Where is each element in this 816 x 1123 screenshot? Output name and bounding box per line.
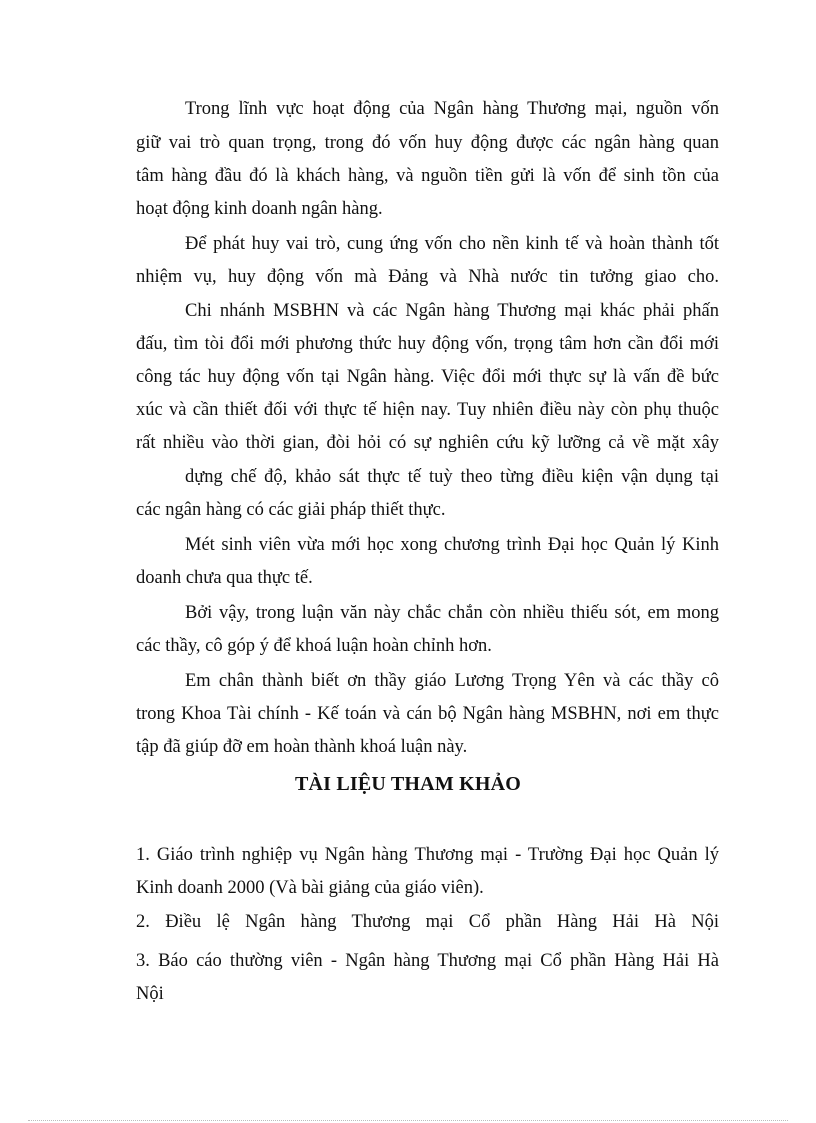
paragraph-3-line-7: các ngân hàng có các giải pháp thiết thực. bbox=[136, 500, 446, 520]
paragraph-1-line-1: Trong lĩnh vực hoạt động của Ngân hàng Thương mại, nguồn vốn bbox=[185, 99, 719, 119]
paragraph-4-line-2: doanh chưa qua thực tế. bbox=[136, 568, 313, 588]
paragraph-5-line-1: Bởi vậy, trong luận văn này chắc chắn còn nhiều thiếu sót, em mong bbox=[185, 603, 719, 623]
paragraph-6-line-2: trong Khoa Tài chính - Kế toán và cán bộ Ngân hàng MSBHN, nơi em thực bbox=[136, 704, 719, 724]
paragraph-2-line-1: Để phát huy vai trò, cung ứng vốn cho nền kinh tế và hoàn thành tốt bbox=[185, 234, 719, 254]
paragraph-3-line-3: công tác huy động vốn tại Ngân hàng. Việc đổi mới thực sự là vấn đề bức bbox=[136, 367, 719, 387]
paragraph-3-line-1: Chi nhánh MSBHN và các Ngân hàng Thương mại khác phải phấn bbox=[185, 301, 719, 321]
paragraph-3-line-5: rất nhiều vào thời gian, đòi hỏi có sự nghiên cứu kỹ lưỡng cả về mặt xây bbox=[136, 433, 719, 453]
paragraph-1-line-3: tâm hàng đầu đó là khách hàng, và nguồn tiền gửi là vốn để sinh tồn của bbox=[136, 166, 719, 186]
reference-3-line-1: 3. Báo cáo thường viên - Ngân hàng Thương mại Cổ phần Hàng Hải Hà bbox=[136, 951, 719, 971]
paragraph-3-line-6: dựng chế độ, khảo sát thực tế tuỳ theo từng điều kiện vận dụng tại bbox=[185, 467, 719, 487]
reference-3-line-2: Nội bbox=[136, 984, 164, 1004]
reference-2-line-1: 2. Điều lệ Ngân hàng Thương mại Cổ phần Hàng Hải Hà Nội bbox=[136, 912, 719, 932]
page-bottom-rule bbox=[28, 1120, 788, 1121]
paragraph-4-line-1: Mét sinh viên vừa mới học xong chương trình Đại học Quản lý Kinh bbox=[185, 535, 719, 555]
references-heading: TÀI LIỆU THAM KHẢO bbox=[294, 773, 522, 795]
paragraph-6-line-1: Em chân thành biết ơn thầy giáo Lương Trọng Yên và các thầy cô bbox=[185, 671, 719, 691]
paragraph-6-line-3: tập đã giúp đỡ em hoàn thành khoá luận này. bbox=[136, 737, 468, 757]
reference-1-line-2: Kinh doanh 2000 (Và bài giảng của giáo viên). bbox=[136, 878, 484, 898]
paragraph-3-line-2: đấu, tìm tòi đổi mới phương thức huy động vốn, trọng tâm hơn cần đổi mới bbox=[136, 334, 719, 354]
reference-1-line-1: 1. Giáo trình nghiệp vụ Ngân hàng Thương mại - Trường Đại học Quản lý bbox=[136, 845, 719, 865]
paragraph-1-line-4: hoạt động kinh doanh ngân hàng. bbox=[136, 199, 383, 219]
paragraph-2-line-2: nhiệm vụ, huy động vốn mà Đảng và Nhà nước tin tưởng giao cho. bbox=[136, 267, 719, 287]
paragraph-5-line-2: các thầy, cô góp ý để khoá luận hoàn chỉnh hơn. bbox=[136, 636, 492, 656]
paragraph-3-line-4: xúc và cần thiết đối với thực tế hiện nay. Tuy nhiên điều này còn phụ thuộc bbox=[136, 400, 719, 420]
paragraph-1-line-2: giữ vai trò quan trọng, trong đó vốn huy động được các ngân hàng quan bbox=[136, 133, 719, 153]
